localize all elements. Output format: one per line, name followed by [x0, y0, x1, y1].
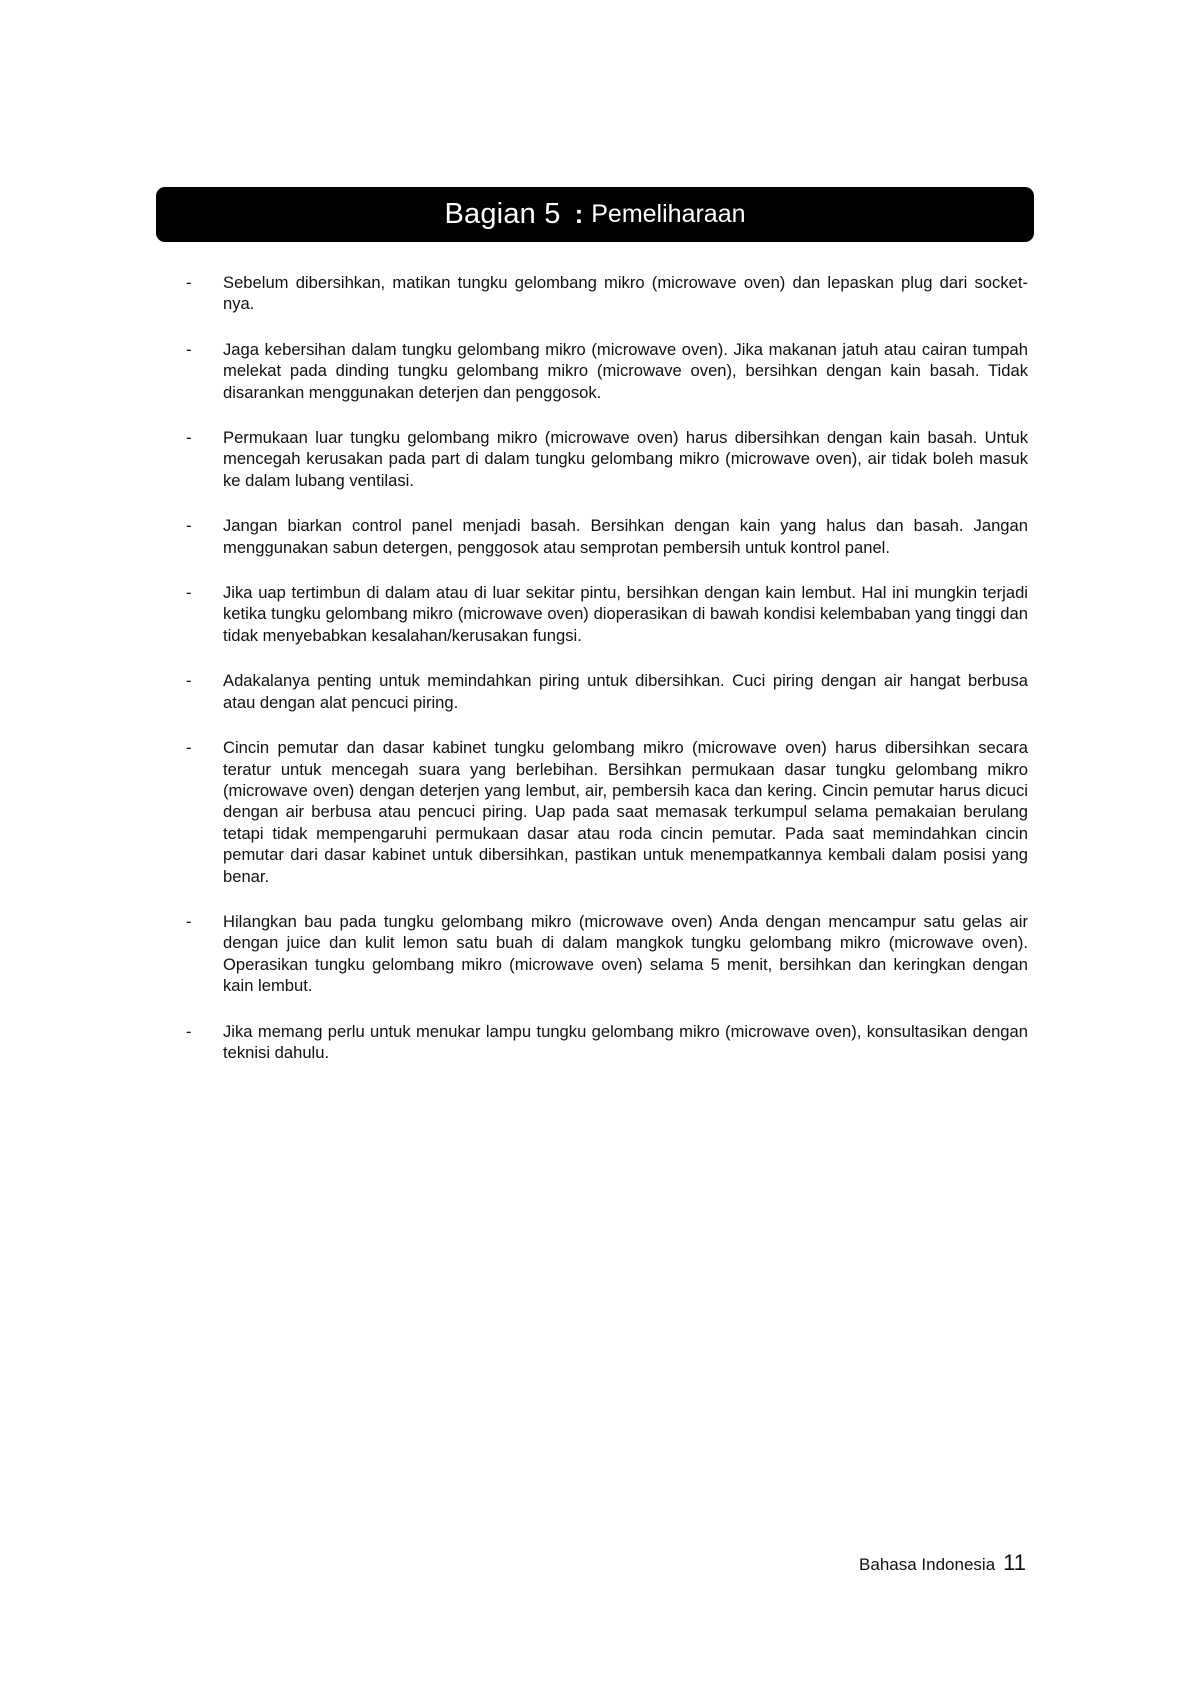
section-separator: : — [574, 199, 584, 229]
list-item-text: Hilangkan bau pada tungku gelombang mikro (microwave oven) Anda dengan mencampur satu gelas air dengan juice dan kulit lemon satu buah di dalam mangkok tungku gelombang mikro (microwave oven). Operasikan tungku gelombang mikro (microwave oven) selama 5 menit, bersihkan dan keringkan dengan kain lembut. — [223, 911, 1028, 996]
list-item — [186, 737, 1028, 887]
list-item — [186, 670, 1028, 713]
bullet-dash: - — [186, 428, 192, 448]
bullet-dash: - — [186, 516, 192, 536]
page-number: 11 — [1003, 1550, 1026, 1575]
bullet-dash: - — [186, 273, 192, 292]
list-item-text: Jangan biarkan control panel menjadi basah. Bersihkan dengan kain yang halus dan basah. Jangan menggunakan sabun detergen, penggosok atau semprotan pembersih untuk kontrol panel. — [223, 516, 1028, 557]
list-item-text: Jika memang perlu untuk menukar lampu tungku gelombang mikro (microwave oven), konsultasikan dengan teknisi dahulu. — [223, 1021, 1028, 1062]
list-item — [186, 515, 1028, 558]
footer-language: Bahasa Indonesia — [859, 1555, 996, 1574]
list-item-text: Jaga kebersihan dalam tungku gelombang mikro (microwave oven). Jika makanan jatuh atau cairan tumpah melekat pada dinding tungku gelombang mikro (microwave oven), bersihkan dengan kain basah. Tidak disarankan menggunakan deterjen dan penggosok. — [223, 339, 1028, 402]
bullet-dash: - — [186, 339, 192, 359]
list-item — [186, 339, 1028, 403]
bullet-dash: - — [186, 911, 192, 931]
list-item — [186, 911, 1028, 997]
bullet-dash: - — [186, 738, 192, 758]
section-header — [156, 187, 1034, 242]
list-item — [186, 272, 1028, 315]
section-title: Pemeliharaan — [591, 200, 746, 228]
section-number: Bagian 5 — [444, 198, 561, 230]
list-item-text: Adakalanya penting untuk memindahkan piring untuk dibersihkan. Cuci piring dengan air hangat berbusa atau dengan alat pencuci piring. — [223, 671, 1028, 712]
maintenance-list — [186, 272, 1028, 1087]
bullet-dash: - — [186, 583, 192, 603]
list-item-text: Jika uap tertimbun di dalam atau di luar sekitar pintu, bersihkan dengan kain lembut. Hal ini mungkin terjadi ketika tungku gelombang mikro (microwave oven) dioperasikan di bawah kondisi kelembaban yang tinggi dan tidak menyebabkan kesalahan/kerusakan fungsi. — [223, 583, 1028, 645]
list-item-text: Cincin pemutar dan dasar kabinet tungku gelombang mikro (microwave oven) harus dibersihkan secara teratur untuk mencegah suara yang berlebihan. Bersihkan permukaan dasar tungku gelombang mikro (microwave oven) dengan deterjen yang lembut, air, pembersih kaca dan kering. Cincin pemutar harus dicuci dengan air berbusa atau pencuci piring. Uap pada saat memasak terkumpul selama pemakaian berulang tetapi tidak mempengaruhi permukaan dasar atau roda cincin pemutar. Pada saat memindahkan cincin pemutar dari dasar kabinet untuk dibersihkan, pastikan untuk menempatkannya kembali dalam posisi yang benar. — [223, 738, 1028, 886]
list-item-text: Permukaan luar tungku gelombang mikro (microwave oven) harus dibersihkan dengan kain basah. Untuk mencegah kerusakan pada part di dalam tungku gelombang mikro (microwave oven), air tidak boleh masuk ke dalam lubang ventilasi. — [223, 428, 1028, 490]
page-footer — [859, 1550, 1026, 1576]
bullet-dash: - — [186, 671, 192, 691]
bullet-dash: - — [186, 1021, 192, 1041]
list-item — [186, 582, 1028, 646]
list-item — [186, 1021, 1028, 1064]
list-item — [186, 427, 1028, 491]
list-item-text: Sebelum dibersihkan, matikan tungku gelombang mikro (microwave oven) dan lepaskan plug dari socket-nya. — [223, 273, 1028, 314]
